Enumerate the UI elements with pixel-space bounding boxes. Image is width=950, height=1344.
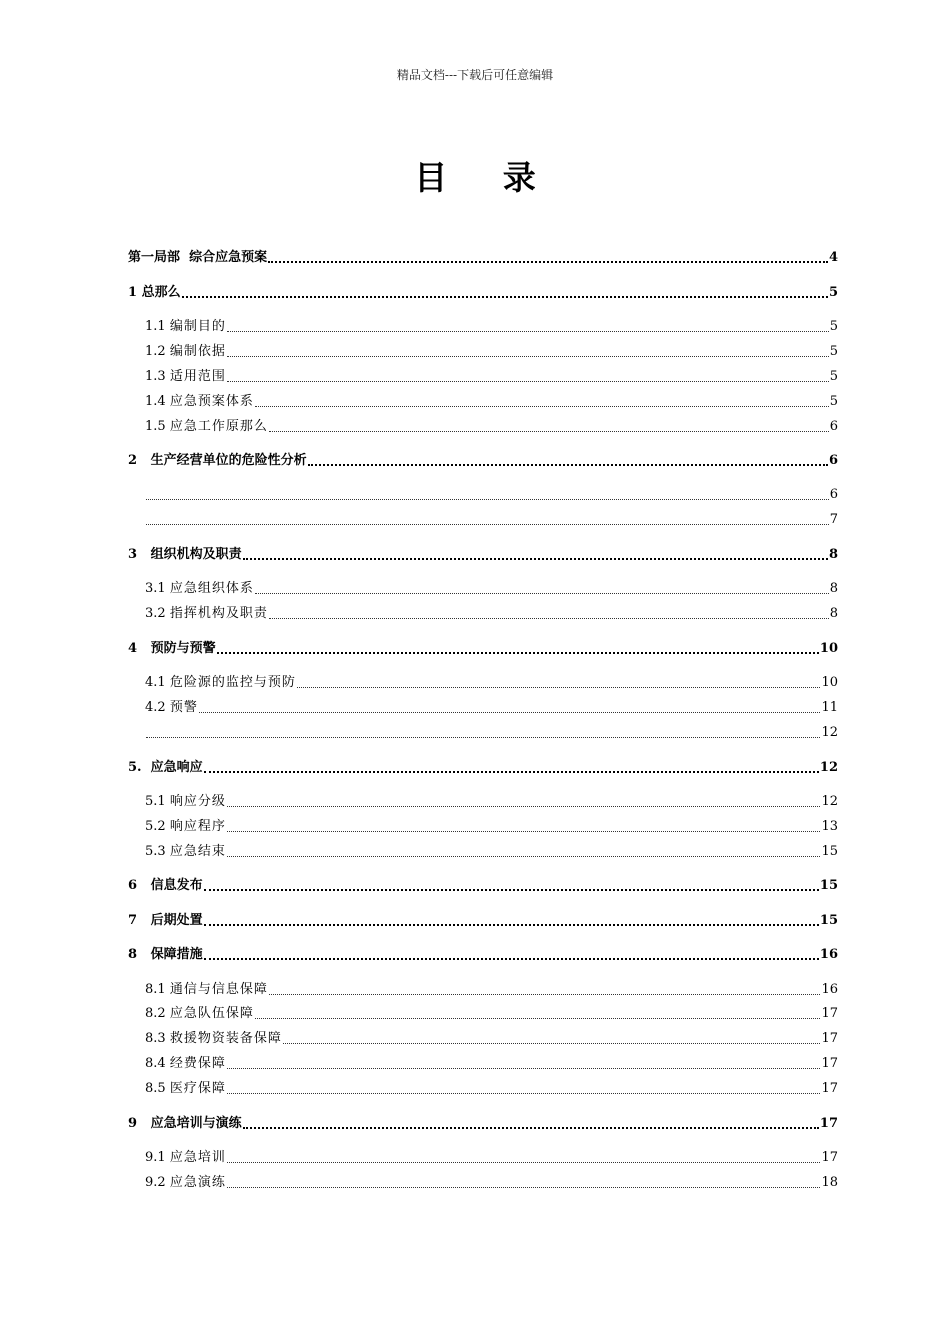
toc-entry-number: 8.1 — [145, 982, 170, 997]
toc-entry-number: 8.4 — [145, 1056, 170, 1071]
toc-entry[interactable] — [145, 1004, 838, 1024]
toc-entry-number: 5.3 — [145, 844, 170, 859]
toc-entry-page-number: 16 — [821, 982, 838, 997]
toc-entry-number: 4.1 — [145, 675, 170, 690]
toc-entry-page-number: 5 — [829, 319, 838, 334]
toc-entry-page-number: 6 — [829, 419, 838, 434]
toc-entry-page-number: 12 — [821, 725, 838, 740]
toc-entry-number: 8 — [128, 947, 151, 962]
toc-entry-page-number: 8 — [829, 606, 838, 621]
toc-entry-number: 5. — [128, 760, 151, 775]
toc-entry-number: 4.2 — [145, 700, 170, 715]
toc-entry-label: 响应程序 — [169, 819, 226, 834]
toc-entry-label: 组织机构及职责 — [150, 547, 242, 562]
toc-entry-number: 9 — [128, 1116, 151, 1131]
toc-dot-leader — [269, 618, 829, 619]
toc-entry-label: 适用范围 — [169, 369, 226, 384]
toc-entry[interactable] — [145, 698, 838, 718]
toc-entry-page-number: 7 — [829, 512, 838, 527]
toc-entry[interactable] — [128, 758, 838, 778]
toc-dot-leader — [146, 737, 820, 738]
toc-entry-label: 通信与信息保障 — [169, 982, 268, 997]
toc-entry-number: 3.1 — [145, 581, 170, 596]
toc-entry-number: 3.2 — [145, 606, 170, 621]
toc-entry-number: 1.1 — [145, 319, 170, 334]
page-header: 精品文档---下载后可任意编辑 — [396, 68, 554, 82]
toc-dot-leader — [283, 1043, 821, 1044]
toc-entry[interactable] — [145, 510, 838, 530]
toc-entry[interactable] — [145, 1029, 838, 1049]
toc-entry-label: 编制依据 — [169, 344, 226, 359]
toc-entry-page-number: 17 — [821, 1056, 838, 1071]
toc-entry-number: 5.1 — [145, 794, 170, 809]
toc-entry-page-number: 18 — [821, 1175, 838, 1190]
toc-entry-label: 应急组织体系 — [169, 581, 254, 596]
toc-dot-leader — [199, 712, 821, 713]
toc-entry-number: 8.3 — [145, 1031, 170, 1046]
toc-entry[interactable] — [145, 1173, 838, 1193]
toc-entry[interactable] — [128, 451, 838, 471]
page-title: 目 录 — [414, 158, 558, 197]
toc-entry-label: 信息发布 — [150, 878, 203, 893]
toc-dot-leader — [146, 524, 829, 525]
toc-entry[interactable] — [128, 911, 838, 931]
toc-entry-number: 9.2 — [145, 1175, 170, 1190]
toc-entry-label: 应急响应 — [150, 760, 203, 775]
toc-entry-label: 应急预案体系 — [169, 394, 254, 409]
toc-entry[interactable] — [145, 417, 838, 437]
toc-entry[interactable] — [145, 367, 838, 387]
toc-entry-page-number: 11 — [821, 700, 838, 715]
toc-dot-leader — [269, 994, 821, 995]
toc-entry[interactable] — [145, 1054, 838, 1074]
toc-dot-leader — [255, 593, 829, 594]
toc-entry-label: 经费保障 — [169, 1056, 226, 1071]
toc-entry-number: 1 — [128, 285, 142, 300]
toc-entry[interactable] — [145, 817, 838, 837]
toc-entry[interactable] — [145, 1148, 838, 1168]
toc-dot-leader — [227, 1162, 821, 1163]
toc-dot-leader — [227, 356, 829, 357]
toc-dot-leader — [217, 652, 819, 654]
toc-entry-label: 应急队伍保障 — [169, 1006, 254, 1021]
toc-entry-page-number: 16 — [819, 947, 838, 962]
toc-entry-number: 1.4 — [145, 394, 170, 409]
toc-entry[interactable] — [145, 317, 838, 337]
toc-entry[interactable] — [145, 1079, 838, 1099]
toc-entry-label: 应急结束 — [169, 844, 226, 859]
toc-dot-leader — [227, 856, 821, 857]
toc-entry-label: 医疗保障 — [169, 1081, 226, 1096]
toc-entry-page-number: 15 — [821, 844, 838, 859]
toc-entry-number: 3 — [128, 547, 151, 562]
toc-entry-page-number: 8 — [828, 547, 838, 562]
toc-entry-number: 2 — [128, 453, 151, 468]
toc-dot-leader — [255, 1018, 821, 1019]
toc-dot-leader — [227, 331, 829, 332]
toc-entry-label: 生产经营单位的危险性分析 — [150, 453, 307, 468]
toc-entry-number: 4 — [128, 641, 151, 656]
toc-entry-number: 1.5 — [145, 419, 170, 434]
toc-entry-number: 1.3 — [145, 369, 170, 384]
toc-entry-label: 后期处置 — [150, 913, 203, 928]
toc-dot-leader — [243, 1127, 819, 1129]
toc-entry-page-number: 17 — [821, 1031, 838, 1046]
toc-dot-leader — [227, 1093, 821, 1094]
toc-entry-page-number: 12 — [819, 760, 838, 775]
toc-dot-leader — [204, 889, 819, 891]
toc-entry-page-number: 4 — [828, 250, 838, 265]
toc-dot-leader — [227, 1187, 821, 1188]
toc-entry-label: 应急演练 — [169, 1175, 226, 1190]
toc-entry-label: 应急培训与演练 — [150, 1116, 242, 1131]
toc-entry[interactable] — [145, 792, 838, 812]
toc-entry-label: 危险源的监控与预防 — [169, 675, 296, 690]
toc-entry-label: 编制目的 — [169, 319, 226, 334]
toc-entry[interactable] — [128, 545, 838, 565]
toc-entry[interactable] — [145, 392, 838, 412]
toc-entry-page-number: 10 — [821, 675, 838, 690]
toc-entry-number: 7 — [128, 913, 151, 928]
toc-dot-leader — [308, 464, 828, 466]
toc-entry-label: 预警 — [169, 700, 198, 715]
toc-dot-leader — [227, 831, 821, 832]
toc-entry-number: 5.2 — [145, 819, 170, 834]
toc-entry-page-number: 17 — [821, 1150, 838, 1165]
toc-entry-label: 保障措施 — [150, 947, 203, 962]
toc-entry[interactable] — [145, 980, 838, 1000]
toc-dot-leader — [204, 771, 819, 773]
toc-entry-page-number: 17 — [821, 1081, 838, 1096]
toc-entry-number: 8.2 — [145, 1006, 170, 1021]
toc-entry-page-number: 6 — [829, 487, 838, 502]
toc-entry[interactable] — [128, 248, 838, 268]
toc-entry-page-number: 10 — [819, 641, 838, 656]
toc-dot-leader — [227, 806, 821, 807]
toc-entry-page-number: 5 — [828, 285, 838, 300]
toc-entry[interactable] — [128, 283, 838, 303]
toc-dot-leader — [227, 381, 829, 382]
toc-dot-leader — [146, 499, 829, 500]
toc-entry[interactable] — [128, 1114, 838, 1134]
toc-dot-leader — [204, 958, 819, 960]
toc-entry-number: 9.1 — [145, 1150, 170, 1165]
toc-entry-page-number: 15 — [819, 913, 838, 928]
toc-entry-label: 总那么 — [141, 285, 181, 300]
toc-entry[interactable] — [145, 673, 838, 693]
toc-entry-page-number: 17 — [821, 1006, 838, 1021]
toc-dot-leader — [255, 406, 829, 407]
toc-entry[interactable] — [145, 485, 838, 505]
toc-entry-number: 6 — [128, 878, 151, 893]
toc-dot-leader — [269, 431, 829, 432]
toc-entry-label: 响应分级 — [169, 794, 226, 809]
toc-entry[interactable] — [145, 342, 838, 362]
toc-entry-page-number: 6 — [828, 453, 838, 468]
toc-entry-number: 8.5 — [145, 1081, 170, 1096]
toc-entry-label: 应急工作原那么 — [169, 419, 268, 434]
toc-entry-label: 指挥机构及职责 — [169, 606, 268, 621]
toc-entry-label: 救援物资装备保障 — [169, 1031, 282, 1046]
toc-dot-leader — [268, 261, 828, 263]
toc-entry-number: 1.2 — [145, 344, 170, 359]
toc-entry-label: 预防与预警 — [150, 641, 216, 656]
toc-dot-leader — [227, 1068, 821, 1069]
toc-entry-page-number: 5 — [829, 394, 838, 409]
toc-entry[interactable] — [128, 639, 838, 659]
toc-dot-leader — [243, 558, 828, 560]
toc-dot-leader — [182, 296, 828, 298]
toc-entry-page-number: 12 — [821, 794, 838, 809]
toc-entry[interactable] — [145, 579, 838, 599]
toc-entry[interactable] — [145, 723, 838, 743]
toc-entry-page-number: 15 — [819, 878, 838, 893]
toc-entry-page-number: 13 — [821, 819, 838, 834]
toc-entry-number: 第一局部 — [128, 250, 190, 265]
toc-entry[interactable] — [145, 842, 838, 862]
toc-entry-page-number: 8 — [829, 581, 838, 596]
toc-entry[interactable] — [145, 604, 838, 624]
toc-entry-label: 应急培训 — [169, 1150, 226, 1165]
toc-entry-label: 综合应急预案 — [189, 250, 268, 265]
toc-entry[interactable] — [128, 876, 838, 896]
toc-dot-leader — [204, 924, 819, 926]
toc-entry-page-number: 5 — [829, 369, 838, 384]
toc-entry-page-number: 5 — [829, 344, 838, 359]
toc-dot-leader — [297, 687, 821, 688]
toc-entry-page-number: 17 — [819, 1116, 838, 1131]
toc-entry[interactable] — [128, 945, 838, 965]
